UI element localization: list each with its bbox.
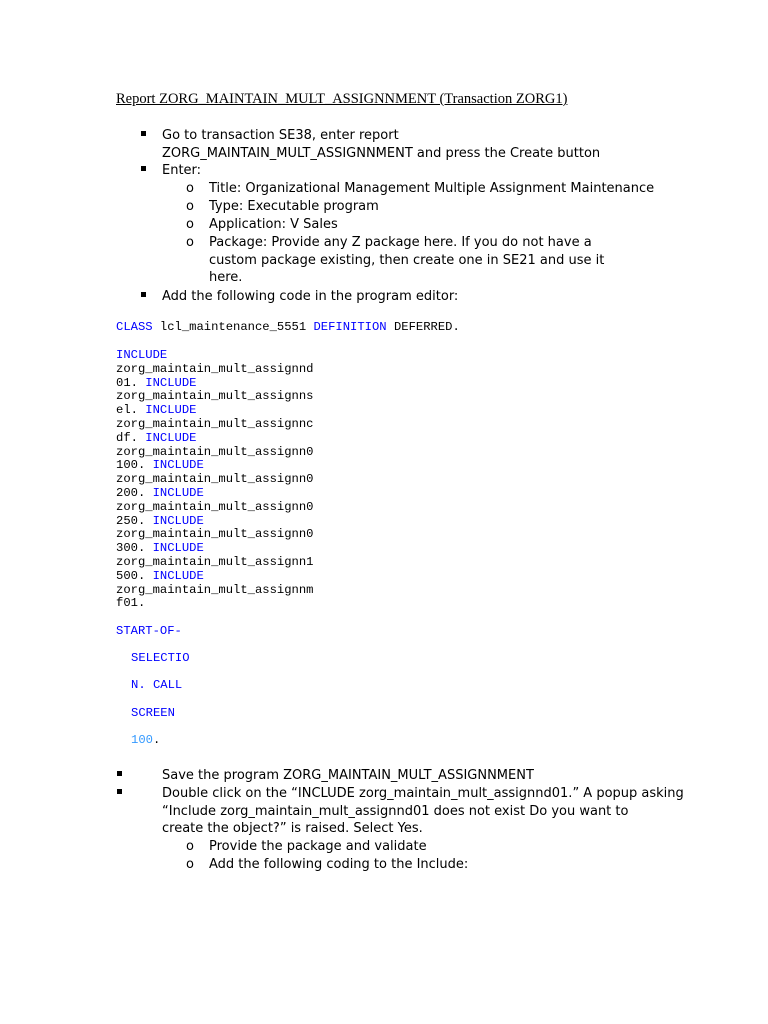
sub-line: Type: Executable program — [209, 199, 379, 214]
code-keyword: INCLUDE — [145, 430, 197, 445]
code-include-suffix: el. — [116, 403, 138, 418]
code-include-name: zorg_maintain_mult_assignn0 — [116, 444, 314, 459]
bullet-item-enter — [162, 162, 201, 180]
code-include-suffix: df. — [116, 430, 138, 445]
sub-bullet-marker: o — [186, 235, 194, 250]
sub-item-title — [209, 180, 654, 198]
code-include-suffix: 500. — [116, 568, 146, 583]
code-include-name: zorg_maintain_mult_assignns — [116, 389, 314, 404]
code-include-name: zorg_maintain_mult_assignn1 — [116, 554, 314, 569]
code-start-line — [131, 707, 175, 721]
code-keyword: CLASS — [116, 320, 153, 334]
bullet-item-save — [162, 767, 534, 785]
code-keyword: N. — [131, 678, 146, 692]
code-keyword: INCLUDE — [145, 403, 197, 418]
sub-item-application — [209, 216, 338, 234]
code-text: DEFERRED. — [386, 320, 460, 334]
code-keyword: DEFINITION — [313, 320, 387, 334]
code-include-name: zorg_maintain_mult_assignnm — [116, 582, 314, 597]
sub-line: custom package existing, then create one in SE21 and use it — [209, 252, 605, 268]
code-start-line — [131, 679, 182, 693]
code-keyword: CALL — [145, 678, 183, 692]
bullet-line: create the object?” is raised. Select Yes. — [162, 821, 423, 836]
code-keyword: INCLUDE — [152, 568, 204, 583]
bullet-line: Go to transaction SE38, enter report — [162, 128, 399, 143]
code-keyword: INCLUDE — [145, 375, 197, 390]
sub-item-provide-package — [209, 838, 427, 856]
code-keyword: INCLUDE — [152, 541, 204, 556]
code-include-name: zorg_maintain_mult_assignn0 — [116, 472, 314, 487]
code-keyword: SELECTIO — [131, 651, 190, 665]
sub-bullet-marker: o — [186, 839, 194, 854]
code-text: . — [152, 733, 161, 747]
bullet-item-se38 — [162, 127, 600, 162]
sub-line: Provide the package and validate — [209, 839, 427, 854]
bullet-line: “Include zorg_maintain_mult_assignnd01 does not exist Do you want to — [162, 803, 629, 819]
bullet-marker — [117, 789, 122, 794]
code-keyword: START-OF- — [116, 624, 182, 638]
bullet-marker — [117, 771, 122, 776]
code-identifier: lcl_maintenance_5551 — [152, 320, 314, 334]
code-include-suffix: 300. — [116, 541, 146, 556]
code-class-line — [116, 321, 460, 335]
code-include-suffix: 250. — [116, 513, 146, 528]
bullet-line: Double click on the “INCLUDE zorg_maintain_mult_assignnd01.” A popup asking — [162, 786, 684, 801]
code-include-name: zorg_maintain_mult_assignnd — [116, 361, 314, 376]
code-keyword: SCREEN — [131, 706, 175, 720]
code-include-name: zorg_maintain_mult_assignnc — [116, 416, 314, 431]
code-start-line — [131, 734, 160, 748]
sub-bullet-marker: o — [186, 181, 194, 196]
code-keyword: INCLUDE — [116, 348, 168, 362]
bullet-line: ZORG_MAINTAIN_MULT_ASSIGNNMENT and press the Create button — [162, 145, 601, 161]
code-include-suffix: 200. — [116, 485, 146, 500]
sub-item-package — [209, 234, 604, 287]
bullet-line: Add the following code in the program editor: — [162, 289, 459, 304]
bullet-marker — [141, 166, 146, 171]
code-number: 100 — [131, 733, 153, 747]
sub-item-type — [209, 198, 379, 216]
code-start-line — [116, 625, 182, 639]
code-include-name: zorg_maintain_mult_assignn0 — [116, 527, 314, 542]
sub-line: Add the following coding to the Include: — [209, 857, 469, 872]
code-include-name: zorg_maintain_mult_assignn0 — [116, 499, 314, 514]
code-start-line — [131, 652, 190, 666]
bullet-marker — [141, 292, 146, 297]
bullet-line: Enter: — [162, 163, 202, 178]
bullet-item-double-click — [162, 785, 684, 838]
sub-line: Package: Provide any Z package here. If you do not have a — [209, 235, 592, 250]
code-include-suffix: f01. — [116, 596, 146, 611]
code-include-suffix: 100. — [116, 458, 146, 473]
code-keyword: INCLUDE — [152, 485, 204, 500]
document-title: Report ZORG_MAINTAIN_MULT_ASSIGNNMENT (Transaction ZORG1) — [116, 91, 568, 107]
bullet-line: Save the program ZORG_MAINTAIN_MULT_ASSIGNNMENT — [162, 768, 534, 783]
sub-line: here. — [209, 270, 243, 285]
bullet-marker — [141, 131, 146, 136]
code-include-suffix: 01. — [116, 375, 138, 390]
sub-line: Title: Organizational Management Multiple Assignment Maintenance — [209, 181, 655, 196]
sub-item-add-coding — [209, 856, 468, 874]
code-keyword: INCLUDE — [152, 513, 204, 528]
code-keyword: INCLUDE — [152, 458, 204, 473]
sub-line: Application: V Sales — [209, 217, 338, 232]
sub-bullet-marker: o — [186, 199, 194, 214]
code-include-block — [116, 349, 313, 611]
bullet-item-add-code — [162, 288, 458, 306]
sub-bullet-marker: o — [186, 857, 194, 872]
sub-bullet-marker: o — [186, 217, 194, 232]
